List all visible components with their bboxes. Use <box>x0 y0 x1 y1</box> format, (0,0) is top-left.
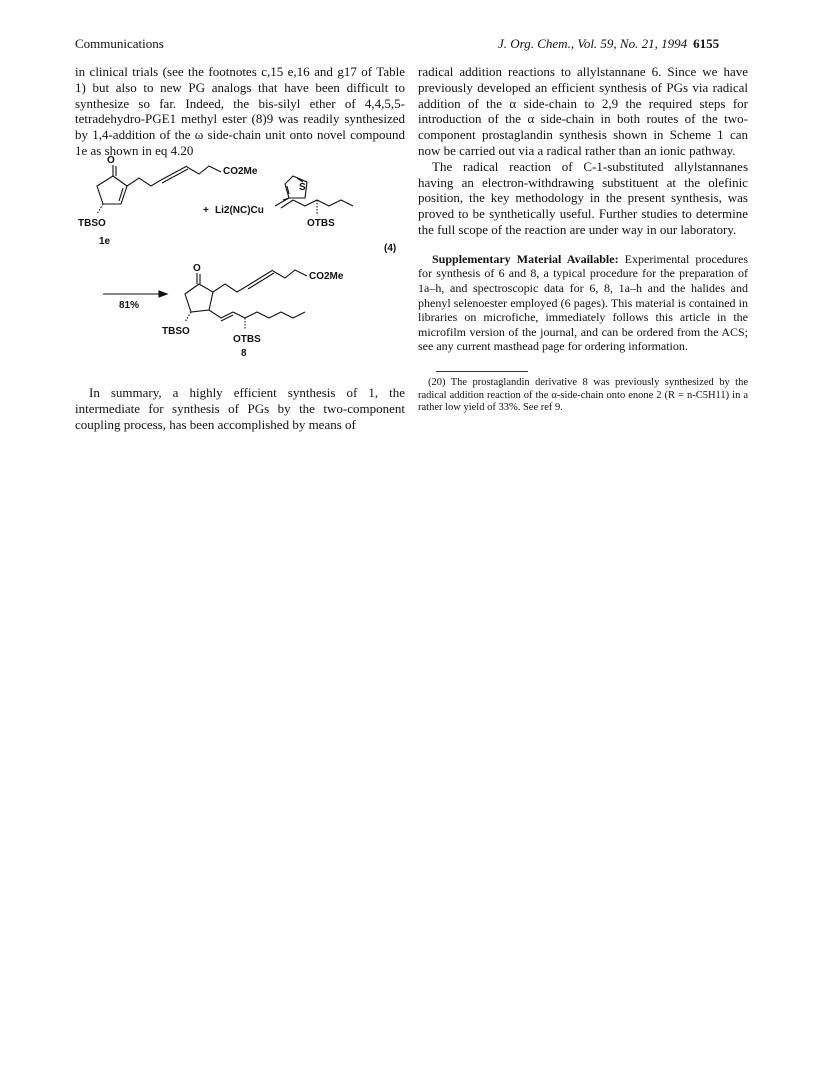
otbs-label-bottom: OTBS <box>233 334 261 345</box>
thiophene-and-chain <box>275 176 353 214</box>
footnote-20: (20) The prostaglandin derivative 8 was previously synthesized by the radical addition reaction of the α-side-chain onto enone 2 (R = n-C5H11) in a rather low yield of 33%. See ref 9. <box>418 377 748 414</box>
co2me-label-bottom: CO2Me <box>309 271 344 282</box>
running-head-journal <box>498 36 719 52</box>
page-number: 6155 <box>693 36 720 51</box>
running-head-section: Communications <box>75 36 164 51</box>
left-column <box>75 64 405 159</box>
compound-8-structure <box>185 270 307 330</box>
left-paragraph-2: In summary, a highly efficient synthesis of 1, the intermediate for synthesis of PGs by the two-component coupling process, has been accomplished by means of <box>75 385 405 432</box>
equation-number: (4) <box>384 243 397 254</box>
right-paragraph-2: The radical reaction of C-1-substituted allylstannanes having an electron-withdrawing substituent at the olefinic position, the key methodology in the present synthesis, was proved to be synthetically useful. Further studies to determine the full scope of the reaction are under way in our laboratory. <box>418 158 748 237</box>
tbso-label-bottom: TBSO <box>162 326 190 337</box>
footnote-rule <box>436 371 528 372</box>
equation-4-scheme <box>75 155 415 359</box>
oxo-label-top: O <box>107 155 115 166</box>
sulfur-label: S <box>299 182 306 193</box>
reaction-arrow <box>103 291 167 297</box>
summary-paragraph <box>75 372 405 445</box>
supplementary-heading: Supplementary Material Available: <box>432 251 619 266</box>
right-column <box>418 64 748 354</box>
supplementary-material <box>418 252 748 354</box>
journal-citation: J. Org. Chem., Vol. 59, No. 21, 1994 <box>498 36 688 51</box>
cuprate-label: Li2(NC)Cu <box>215 205 264 216</box>
compound-1e-label: 1e <box>99 236 111 247</box>
plus-sign: + <box>203 205 209 216</box>
oxo-label-bottom: O <box>193 263 201 274</box>
tbso-label-top: TBSO <box>78 218 106 229</box>
right-paragraph-1: radical addition reactions to allylstannane 6. Since we have previously developed an efficient synthesis of PGs via radical addition of the α side-chain to 2,9 the required steps for introduction of the α side-chain in both routes of the two-component prostaglandin synthesis shown in Scheme 1 can now be carried out via a radical rather than an ionic pathway. <box>418 64 748 158</box>
yield-label: 81% <box>119 300 140 311</box>
scheme-drawing <box>75 155 415 359</box>
otbs-label-top: OTBS <box>307 218 335 229</box>
left-paragraph-1: in clinical trials (see the footnotes c,15 e,16 and g17 of Table 1) but also to new PG analogs that have been difficult to synthesize so far. Indeed, the bis-silyl ether of 4,4,5,5-tetradehydro-PGE1 methyl ester (8)9 was readily synthesized by 1,4-addition of the ω side-chain unit onto novel compound 1e as shown in eq 4.20 <box>75 64 405 158</box>
supplementary-text: Experimental procedures for synthesis of 6 and 8, a typical procedure for the preparation of 1a–h, and spectroscopic data for 6, 8, 1a–h and the halides and phenyl selenoester employed (6 pages). This material is contained in libraries on microfiche, immediately follows this article in the microfilm version of the journal, and can be ordered from the ACS; see any current masthead page for ordering information. <box>418 251 749 354</box>
co2me-label-top: CO2Me <box>223 166 258 177</box>
compound-8-label: 8 <box>241 348 247 359</box>
